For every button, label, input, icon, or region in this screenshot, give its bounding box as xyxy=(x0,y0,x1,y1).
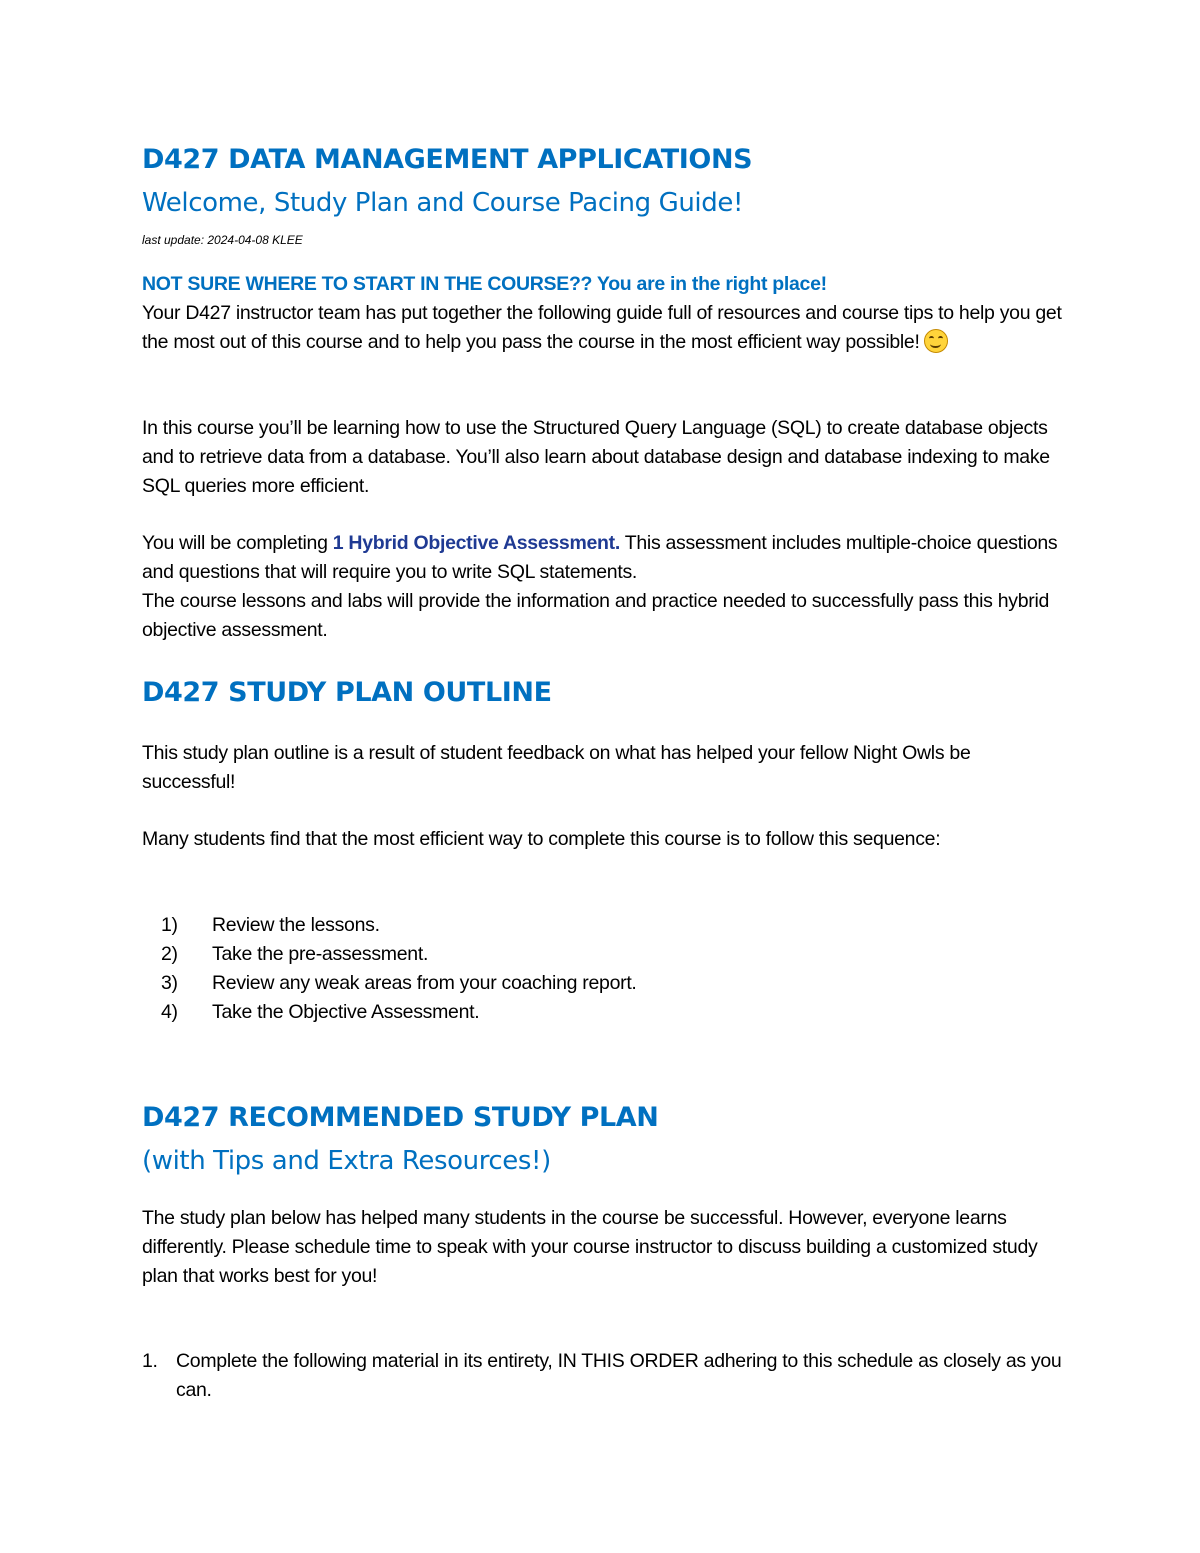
recommended-subheading: (with Tips and Extra Resources!) xyxy=(142,1146,551,1176)
last-update-note: last update: 2024-04-08 KLEE xyxy=(142,233,303,247)
recommended-heading: D427 RECOMMENDED STUDY PLAN xyxy=(142,1102,659,1133)
intro-paragraph-3 xyxy=(142,529,1067,587)
recommended-paragraph-1: The study plan below has helped many students in the course be successful. However, everyone learns differently. Please schedule time to speak with your course instructor to discuss building a customized study plan that works best for you! xyxy=(142,1207,1038,1287)
intro-callout: NOT SURE WHERE TO START IN THE COURSE?? You are in the right place! xyxy=(142,273,827,295)
assessment-highlight: 1 Hybrid Objective Assessment. xyxy=(332,532,620,554)
list-item-text: Review the lessons. xyxy=(212,914,380,936)
outline-heading: D427 STUDY PLAN OUTLINE xyxy=(142,677,552,708)
list-item-text: Review any weak areas from your coaching report. xyxy=(212,972,637,994)
outline-paragraph-2: Many students find that the most efficient way to complete this course is to follow this sequence: xyxy=(142,828,941,850)
list-item xyxy=(142,911,637,940)
intro-paragraph-3-tail: This assessment includes multiple-choice questions and questions that will require you to write SQL statements. xyxy=(142,532,1058,583)
recommended-list-item-1 xyxy=(142,1347,1067,1405)
study-sequence-list xyxy=(142,911,637,1027)
smiley-icon xyxy=(924,329,948,353)
document-subtitle: Welcome, Study Plan and Course Pacing Guide! xyxy=(142,188,743,218)
list-item-text: Take the Objective Assessment. xyxy=(212,1001,480,1023)
document-title: D427 DATA MANAGEMENT APPLICATIONS xyxy=(142,144,753,175)
list-item-number: 4) xyxy=(161,1001,178,1023)
intro-paragraph-4: The course lessons and labs will provide the information and practice needed to successfully pass this hybrid objective assessment. xyxy=(142,590,1050,641)
recommended-item-text: Complete the following material in its entirety, IN THIS ORDER adhering to this schedule as closely as you can. xyxy=(176,1350,1062,1401)
intro-paragraph-3-lead: You will be completing xyxy=(142,532,333,554)
intro-paragraph-1-text: Your D427 instructor team has put together the following guide full of resources and course tips to help you get the most out of this course and to help you pass the course in the most efficient way possible! xyxy=(142,302,1062,353)
list-item xyxy=(142,940,637,969)
list-item xyxy=(142,969,637,998)
list-item-number: 2) xyxy=(161,943,178,965)
outline-paragraph-1: This study plan outline is a result of student feedback on what has helped your fellow Night Owls be successful! xyxy=(142,742,971,793)
list-item-number: 1) xyxy=(161,914,178,936)
list-item-number: 3) xyxy=(161,972,178,994)
list-item-text: Take the pre-assessment. xyxy=(212,943,429,965)
intro-paragraph-1 xyxy=(142,299,1067,357)
recommended-item-number: 1. xyxy=(142,1350,158,1372)
list-item xyxy=(142,998,637,1027)
intro-paragraph-2: In this course you’ll be learning how to use the Structured Query Language (SQL) to create database objects and to retrieve data from a database. You’ll also learn about database design and database indexing to make SQL queries more efficient. xyxy=(142,417,1050,497)
